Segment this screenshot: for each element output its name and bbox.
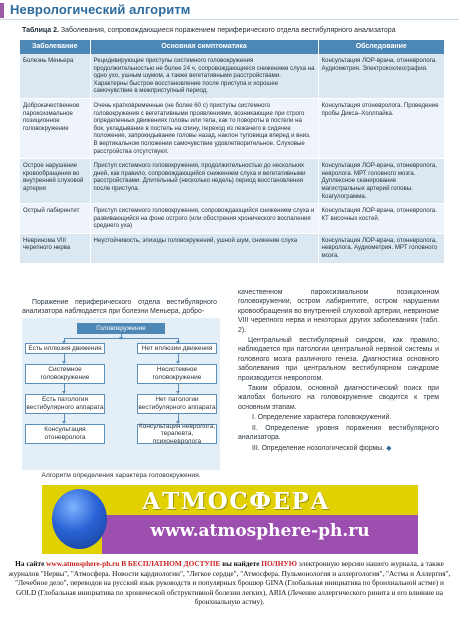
page-header [0, 0, 459, 22]
table-row [20, 54, 444, 98]
cell-symptoms: Неустойчивость, эпизоды головокружений, ушной шум, снижение слуха [90, 233, 318, 263]
cell-symptoms: Приступ системного головокружения, сопровождающийся снижением слуха и развивающийся на фоне острого (или обострения хронического воспаления среднего уха) [90, 204, 318, 234]
cell-exam: Консультация ЛОР-врача, отоневролога. КТ височных костей. [318, 204, 444, 234]
cell-exam: Консультация ЛОР-врача, отоневролога. Аудиометрия. Электрокохлеография. [318, 54, 444, 98]
arrow [178, 338, 179, 342]
paragraph: Таким образом, основной диагностический поиск при жалобах больного на головокружение сводится к трем основным этапам. [238, 385, 439, 411]
arrow [178, 384, 179, 392]
column-header-exam: Обследование [318, 40, 444, 54]
right-column-text [238, 288, 439, 454]
node-otoneurologist: Консультация отоневролога [25, 424, 105, 444]
cell-exam: Консультация ЛОР-врача, отоневролога, невролога. Аудиометрия. МРТ головного мозга. [318, 233, 444, 263]
header-divider [0, 19, 459, 20]
column-header-symptoms: Основная симптоматика [90, 40, 318, 54]
cell-symptoms: Рецидивирующие приступы системного головокружения продолжительностью не более 24 ч, сопровождающиеся снижением слуха на одно ухо, ушным шумом, а также вегетативными расстройствами. Характерны быстрое восстановление после приступа и хорошее самочувствие в межприступный период. [90, 54, 318, 98]
footer-text: вы найдете [220, 559, 262, 568]
arrow [64, 354, 65, 362]
list-item: I. Определение характера головокружений. [252, 414, 392, 422]
arrow [178, 414, 179, 422]
table-caption [22, 26, 442, 35]
arrow [178, 354, 179, 362]
table-header-row [20, 40, 444, 54]
table-row [20, 233, 444, 263]
table-row [20, 204, 444, 234]
atmosfera-banner[interactable] [42, 485, 418, 554]
banner-url-link[interactable]: www.atmosphere-ph.ru [150, 521, 370, 541]
footer-text: электронную версию нашего журнала, а также журналов "Нервы", "Атмосфера. Новости кардиологии", "Легкое сердце", "Атмосфера. Пульмонология и аллергология", "Астма и Аллергия", "Лечебное дело", переводов на русский язык руководств и популярных брошюр GINA (Глобальная инициатива по бронхиальной астме) и GOLD (Глобальная инициатива по хронической обструктивной болезни легких), ARIA (Лечение аллергического ринита и его влияние на бронхиальную астму). [8, 559, 451, 607]
arrow [64, 384, 65, 392]
banner-title: АТМОСФЕРА [142, 488, 331, 515]
globe-logo-icon [52, 489, 107, 549]
cell-exam: Консультация отоневролога. Проведение пробы Дикса–Холлпайка. [318, 98, 444, 158]
section-title: Неврологический алгоритм [10, 2, 191, 17]
connector [64, 338, 178, 339]
node-systemic: Системное головокружение [25, 364, 105, 384]
footer-full-word: ПОЛНУЮ [261, 559, 297, 568]
paragraph: Центральный вестибулярный синдром, как правило, наблюдается при патологии центральной нервной системы и головного мозга различного генеза. Диагностика основного заболевания при центральном вестибулярном синдроме производится неврологом. [238, 337, 439, 382]
table-caption-label: Таблица 2. [22, 27, 59, 34]
node-vestibular-pathology-no: Нет патологии вестибулярного аппарата [137, 394, 217, 414]
node-illusion-no: Нет иллюзии движения [137, 343, 217, 354]
node-nonsystemic: Несистемное головокружение [137, 364, 217, 384]
footer-promo-text [8, 559, 451, 607]
left-column-text [22, 298, 217, 317]
arrow [64, 338, 65, 342]
node-neurologist: Консультация невролога, терапевта, психоневролога [138, 422, 216, 445]
dizziness-algorithm-diagram [22, 318, 220, 470]
paragraph: качественном пароксизмальном позиционном головокружении, остром лабиринтите, остром нарушении кровообращения во внутренней слуховой артерии, невриноме VIII черепного нерва и некоторых других заболеваниях (табл. 2). [238, 289, 439, 334]
header-accent-bar [0, 3, 4, 18]
cell-disease: Острое нарушение кровообращения во внутренней слуховой артерии [20, 159, 90, 204]
cell-symptoms: Приступ системного головокружения, продолжительностью до нескольких дней, как правило, сопровождающийся снижением слуха и вегетативными расстройствами. Длительный (несколько недель) период восстановления после приступа. [90, 159, 318, 204]
table-row [20, 98, 444, 158]
footer-free-access: В БЕСПЛАТНОМ ДОСТУПЕ [119, 559, 221, 568]
diseases-table [20, 40, 444, 264]
list-item [238, 444, 439, 453]
diagram-caption: Алгоритм определения характера головокружения. [41, 472, 201, 479]
list-item: II. Определение уровня поражения вестибулярного анализатора. [238, 424, 439, 442]
cell-exam: Консультация ЛОР-врача, отоневролога, невролога. МРТ головного мозга. Дуплексное сканирование магистральных артерий головы. Коагулограмма. [318, 159, 444, 204]
column-header-disease: Заболевание [20, 40, 90, 54]
cell-symptoms: Очень кратковременные (не более 60 с) приступы системного головокружения с вегетативными проявлениями, возникающие при строго определенных движениях головы или тела, как то повороты в постели на бок, укладывание в постель на спину, переход из лежачего в сидячее положение, запрокидывание головы назад, наклон туловища вперед и вниз. В вертикальном положении самочувствие удовлетворительное. Слуховые расстройства отсутствуют. [90, 98, 318, 158]
footer-text: На сайте [15, 559, 47, 568]
arrow [64, 414, 65, 422]
node-illusion-yes: Есть иллюзия движения [25, 343, 105, 354]
table-row [20, 159, 444, 204]
cell-disease: Острый лабиринтит [20, 204, 90, 234]
list-item-text: III. Определение нозологической формы. [252, 444, 385, 452]
site-link[interactable]: www.atmosphere-ph.ru [46, 559, 120, 568]
cell-disease: Доброкачественное пароксизмальное позиционное головокружение [20, 98, 90, 158]
end-mark-icon: ◆ [386, 444, 392, 452]
node-dizziness: Головокружение [77, 323, 165, 334]
cell-disease: Невринома VIII черепного нерва [20, 233, 90, 263]
node-vestibular-pathology-yes: Есть патология вестибулярного аппарата [25, 394, 105, 414]
paragraph: Поражение периферического отдела вестибулярного анализатора наблюдается при болезни Меньера, добро- [22, 299, 217, 316]
cell-disease: Болезнь Меньера [20, 54, 90, 98]
table-caption-text: Заболевания, сопровождающиеся поражением периферического отдела вестибулярного анализатора [58, 27, 396, 34]
